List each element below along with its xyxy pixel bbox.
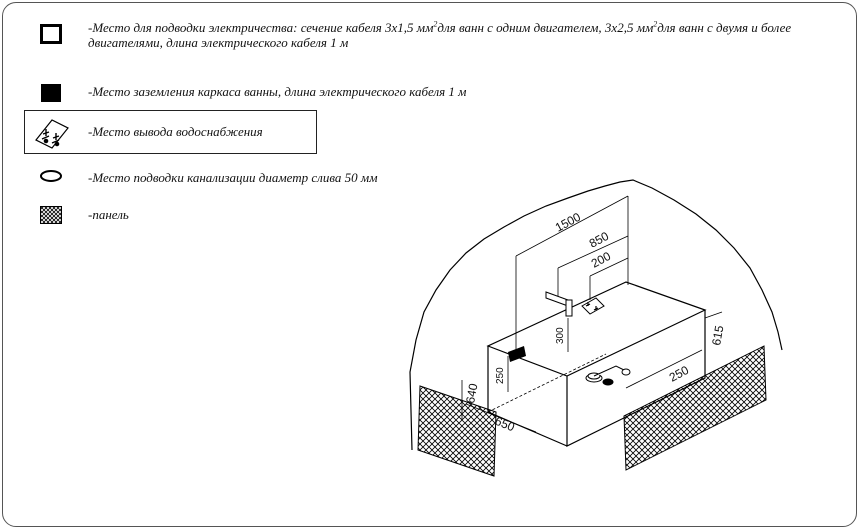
legend-electricity-sup1: 2: [433, 19, 438, 29]
legend-electricity-part2: для ванн с одним двигателем, 3х2,5 мм: [437, 20, 654, 35]
dim-250-bottom: 250: [666, 362, 692, 385]
dim-615: 615: [709, 324, 727, 347]
left-panel: [418, 386, 496, 476]
dim-300: 300: [555, 327, 566, 344]
drain-fixture: [586, 366, 630, 385]
legend-water-text: -Место вывода водоснабжения: [88, 124, 263, 139]
dim-250-vertical: 250: [495, 367, 506, 384]
spout-pipe: [546, 292, 572, 316]
legend-electricity-sup2: 2: [653, 19, 658, 29]
legend-grounding-text: -Место заземления каркаса ванны, длина электрического кабеля 1 м: [88, 84, 467, 99]
dim-640: 640: [463, 382, 481, 405]
dim-200: 200: [588, 248, 614, 271]
legend-panel-text: -панель: [88, 207, 129, 222]
legend-electricity-part1: -Место для подводки электричества: сечение кабеля 3х1,5 мм: [88, 20, 434, 35]
dim-650: 650: [492, 413, 517, 435]
legend-electricity-part3: для ванн с двумя и более двигателями, длина электрического кабеля 1 м: [88, 20, 792, 50]
dim-1500: 1500: [552, 209, 583, 235]
dim-850: 850: [586, 228, 612, 251]
legend-sewer-text: -Место подводки канализации диаметр слива 50 мм: [88, 170, 378, 185]
